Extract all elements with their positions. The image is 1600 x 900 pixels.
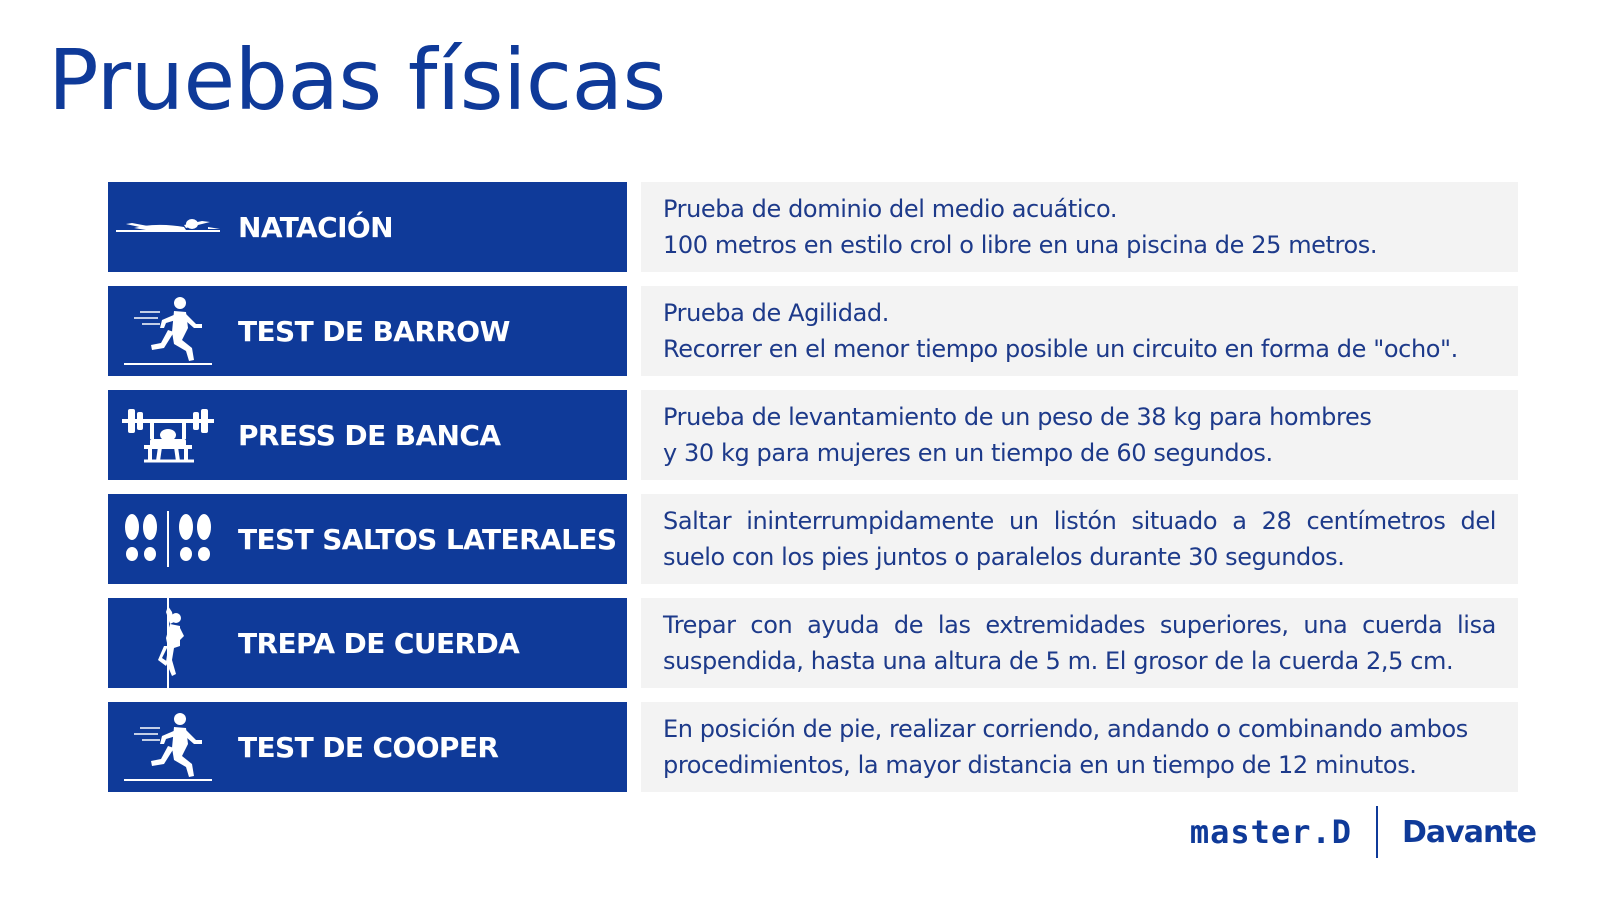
test-description — [641, 286, 1518, 376]
test-name: TREPA DE CUERDA — [238, 626, 520, 660]
page-title: Pruebas físicas — [48, 31, 666, 129]
logo-divider — [1376, 806, 1378, 858]
test-description-line: suelo con los pies juntos o paralelos durante 30 segundos. — [663, 543, 1345, 571]
swimmer-icon — [108, 182, 228, 272]
test-description-line: procedimientos, la mayor distancia en un tiempo de 12 minutos. — [663, 751, 1417, 779]
test-label — [108, 182, 627, 272]
test-label — [108, 286, 627, 376]
test-description-line: y 30 kg para mujeres en un tiempo de 60 segundos. — [663, 439, 1273, 467]
test-description-line: En posición de pie, realizar corriendo, andando o combinando ambos — [663, 715, 1468, 743]
test-description-line: Prueba de dominio del medio acuático. — [663, 195, 1118, 223]
bench-press-icon — [108, 390, 228, 480]
test-description-line: Trepar con ayuda de las extremidades superiores, una cuerda lisa — [663, 611, 1496, 639]
test-row-barrow — [108, 286, 1518, 376]
test-description — [641, 494, 1518, 584]
test-description-line: Prueba de levantamiento de un peso de 38 kg para hombres — [663, 403, 1372, 431]
test-row-saltos-laterales — [108, 494, 1518, 584]
brand-logos — [1190, 804, 1536, 860]
test-description-line: suspendida, hasta una altura de 5 m. El grosor de la cuerda 2,5 cm. — [663, 647, 1454, 675]
test-description — [641, 182, 1518, 272]
runner-icon — [108, 286, 228, 376]
rope-climb-icon — [108, 598, 228, 688]
test-description-line: 100 metros en estilo crol o libre en una piscina de 25 metros. — [663, 231, 1378, 259]
test-description-line: Saltar ininterrumpidamente un listón situado a 28 centímetros del — [663, 507, 1496, 535]
test-name: TEST DE BARROW — [238, 314, 510, 348]
test-row-trepa-cuerda — [108, 598, 1518, 688]
test-description-line: Recorrer en el menor tiempo posible un circuito en forma de "ocho". — [663, 335, 1458, 363]
test-description — [641, 598, 1518, 688]
master-d-logo: master.D — [1189, 813, 1352, 851]
test-row-cooper — [108, 702, 1518, 792]
test-name: PRESS DE BANCA — [238, 418, 501, 452]
test-description — [641, 702, 1518, 792]
test-description-line: Prueba de Agilidad. — [663, 299, 889, 327]
runner-icon — [108, 702, 228, 792]
test-label — [108, 390, 627, 480]
test-name: TEST DE COOPER — [238, 730, 499, 764]
test-label — [108, 598, 627, 688]
test-name: TEST SALTOS LATERALES — [238, 522, 617, 556]
footprints-icon — [108, 494, 228, 584]
davante-logo: Davante — [1402, 814, 1536, 850]
test-label — [108, 702, 627, 792]
test-name: NATACIÓN — [238, 210, 393, 244]
test-row-press-banca — [108, 390, 1518, 480]
test-row-natacion — [108, 182, 1518, 272]
test-description — [641, 390, 1518, 480]
test-label — [108, 494, 627, 584]
